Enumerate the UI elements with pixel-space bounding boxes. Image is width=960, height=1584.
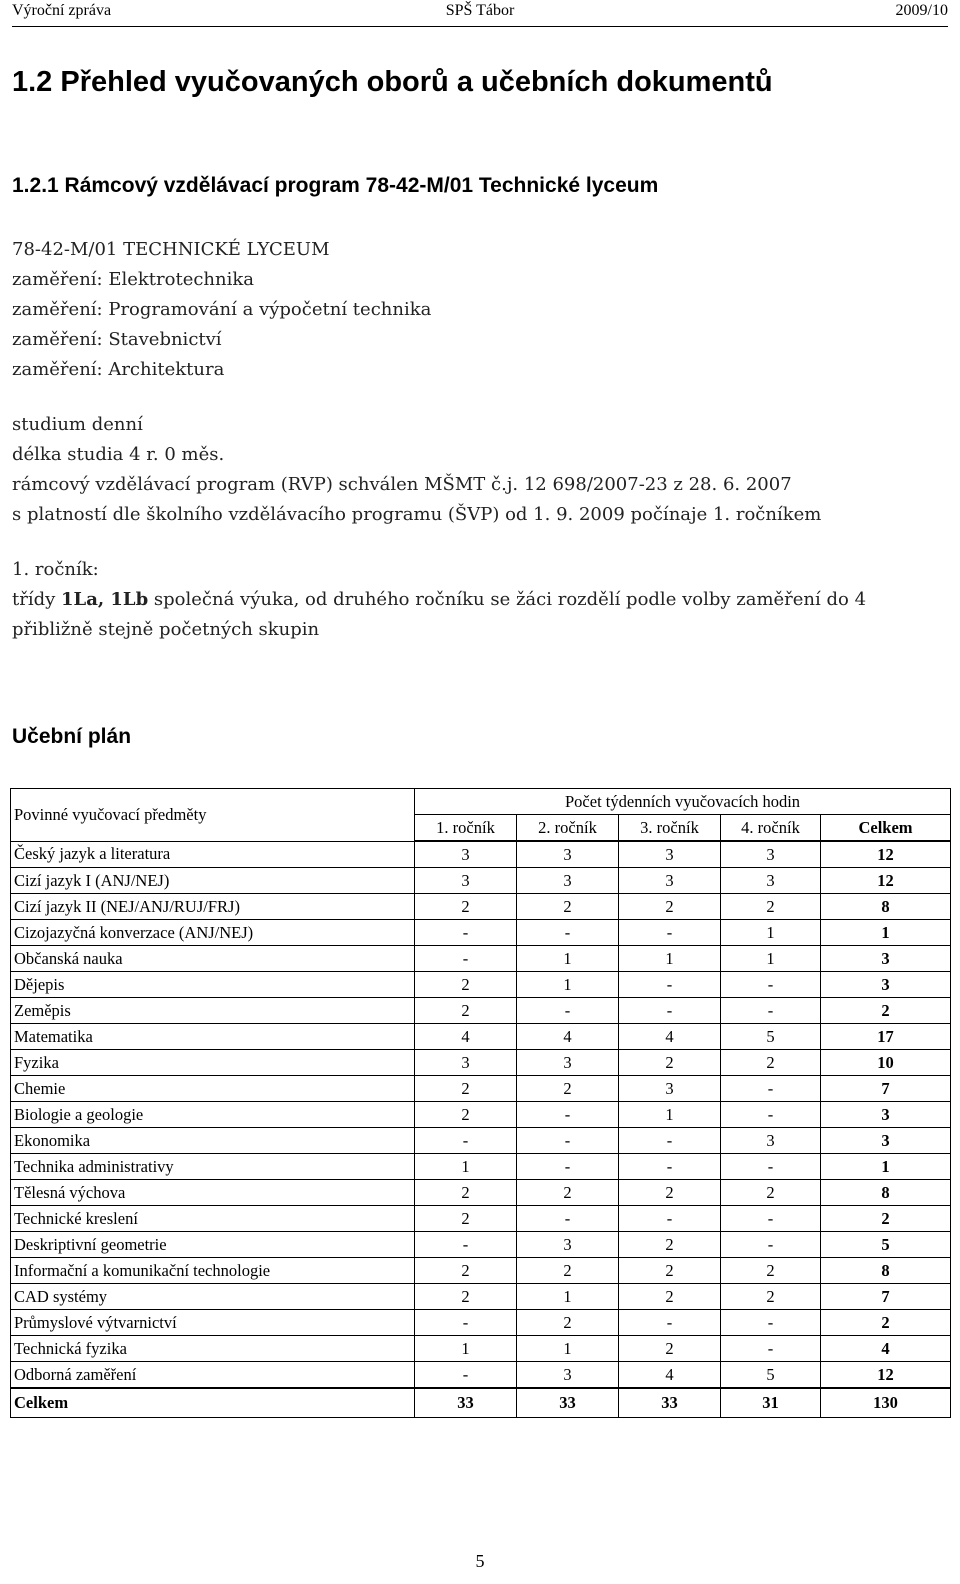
total-row <box>11 1388 951 1418</box>
hours-cell: 2 <box>619 1284 721 1310</box>
hours-cell: 1 <box>619 946 721 972</box>
subject-cell: Cizí jazyk I (ANJ/NEJ) <box>11 868 415 894</box>
hours-cell: - <box>619 1310 721 1336</box>
hours-cell: 3 <box>415 841 517 868</box>
hours-cell: 1 <box>619 1102 721 1128</box>
hours-cell: 3 <box>619 868 721 894</box>
row-total-cell: 17 <box>821 1024 951 1050</box>
hours-cell: 1 <box>517 972 619 998</box>
row-total-cell: 3 <box>821 946 951 972</box>
row-total-cell: 12 <box>821 868 951 894</box>
table-row <box>11 1336 951 1362</box>
subject-cell: Technické kreslení <box>11 1206 415 1232</box>
hours-cell: 2 <box>415 972 517 998</box>
row-total-cell: 12 <box>821 841 951 868</box>
table-row <box>11 1284 951 1310</box>
hours-cell: 1 <box>517 1284 619 1310</box>
hours-cell: 2 <box>415 998 517 1024</box>
total-hours-cell: 33 <box>619 1388 721 1418</box>
total-hours-cell: 31 <box>721 1388 821 1418</box>
hours-cell: - <box>415 1128 517 1154</box>
row-total-cell: 1 <box>821 920 951 946</box>
program-line: 78-42-M/01 TECHNICKÉ LYCEUM <box>12 239 330 260</box>
row-total-cell: 8 <box>821 894 951 920</box>
subject-cell: Tělesná výchova <box>11 1180 415 1206</box>
row-total-cell: 12 <box>821 1362 951 1389</box>
first-year-info <box>12 555 952 645</box>
hours-cell: - <box>415 1362 517 1389</box>
subject-cell: Biologie a geologie <box>11 1102 415 1128</box>
section-title: 1.2 Přehled vyučovaných oborů a učebních dokumentů <box>12 66 773 98</box>
hours-cell: 5 <box>721 1362 821 1389</box>
subject-cell: Odborná zaměření <box>11 1362 415 1389</box>
row-total-cell: 2 <box>821 998 951 1024</box>
hours-cell: 2 <box>721 1284 821 1310</box>
hours-cell: 2 <box>517 894 619 920</box>
year-column-header: 4. ročník <box>721 815 821 842</box>
hours-cell: 1 <box>415 1336 517 1362</box>
hours-cell: 2 <box>415 1076 517 1102</box>
hours-cell: 2 <box>415 1258 517 1284</box>
hours-cell: 2 <box>517 1310 619 1336</box>
subject-cell: Zeměpis <box>11 998 415 1024</box>
hours-cell: 2 <box>619 894 721 920</box>
hours-cell: - <box>721 998 821 1024</box>
hours-cell: 3 <box>517 868 619 894</box>
hours-cell: 3 <box>517 841 619 868</box>
hours-cell: 2 <box>517 1180 619 1206</box>
hours-cell: - <box>517 1128 619 1154</box>
hours-cell: 2 <box>517 1076 619 1102</box>
table-row <box>11 841 951 868</box>
subject-cell: Chemie <box>11 1076 415 1102</box>
hours-cell: 2 <box>619 1232 721 1258</box>
hours-cell: - <box>721 1336 821 1362</box>
header-right-text: 2009/10 <box>895 2 948 19</box>
classes-description: společná výuka, od druhého ročníku se žáci rozdělí podle volby zaměření do 4 přibližně stejně početných skupin <box>12 589 867 640</box>
hours-cell: - <box>721 1102 821 1128</box>
hours-cell: 3 <box>619 1076 721 1102</box>
hours-cell: - <box>619 920 721 946</box>
hours-cell: 2 <box>415 1102 517 1128</box>
hours-cell: 2 <box>415 894 517 920</box>
program-info <box>12 235 431 385</box>
page-header <box>12 2 948 27</box>
table-row <box>11 868 951 894</box>
total-hours-cell: 33 <box>415 1388 517 1418</box>
table-row <box>11 1128 951 1154</box>
header-center-text: SPŠ Tábor <box>445 2 515 19</box>
hours-cell: 2 <box>415 1206 517 1232</box>
subsection-title: 1.2.1 Rámcový vzdělávací program 78-42-M/01 Technické lyceum <box>12 174 659 197</box>
subject-cell: Informační a komunikační technologie <box>11 1258 415 1284</box>
page-number: 5 <box>475 1551 485 1571</box>
hours-cell: 2 <box>619 1258 721 1284</box>
hours-cell: 2 <box>721 1258 821 1284</box>
subject-cell: Technika administrativy <box>11 1154 415 1180</box>
year-column-header: 2. ročník <box>517 815 619 842</box>
hours-cell: 4 <box>415 1024 517 1050</box>
table-row <box>11 998 951 1024</box>
table-row <box>11 920 951 946</box>
study-line: studium denní <box>12 414 143 435</box>
table-row <box>11 1362 951 1389</box>
table-row <box>11 1180 951 1206</box>
hours-cell: - <box>721 1076 821 1102</box>
hours-cell: 1 <box>517 946 619 972</box>
header-left-text: Výroční zpráva <box>12 2 112 19</box>
row-total-cell: 3 <box>821 972 951 998</box>
hours-cell: - <box>517 1206 619 1232</box>
hours-cell: 1 <box>721 920 821 946</box>
table-row <box>11 1310 951 1336</box>
row-total-cell: 4 <box>821 1336 951 1362</box>
hours-cell: - <box>415 1232 517 1258</box>
study-line: rámcový vzdělávací program (RVP) schválen MŠMT č.j. 12 698/2007-23 z 28. 6. 2007 <box>12 474 792 495</box>
hours-cell: 3 <box>415 868 517 894</box>
hours-cell: 3 <box>517 1232 619 1258</box>
hours-cell: 4 <box>517 1024 619 1050</box>
subject-cell: CAD systémy <box>11 1284 415 1310</box>
hours-cell: 3 <box>721 841 821 868</box>
row-total-cell: 8 <box>821 1258 951 1284</box>
program-line: zaměření: Stavebnictví <box>12 329 222 350</box>
table-row <box>11 972 951 998</box>
program-line: zaměření: Architektura <box>12 359 225 380</box>
table-row <box>11 1024 951 1050</box>
table-row <box>11 1050 951 1076</box>
row-total-cell: 1 <box>821 1154 951 1180</box>
hours-cell: - <box>721 1310 821 1336</box>
subject-cell: Ekonomika <box>11 1128 415 1154</box>
hours-cell: - <box>517 998 619 1024</box>
table-row <box>11 946 951 972</box>
row-total-cell: 3 <box>821 1128 951 1154</box>
row-total-cell: 2 <box>821 1310 951 1336</box>
table-row <box>11 1102 951 1128</box>
hours-cell: 3 <box>721 1128 821 1154</box>
row-total-cell: 2 <box>821 1206 951 1232</box>
hours-cell: 3 <box>517 1362 619 1389</box>
table-row <box>11 1206 951 1232</box>
hours-cell: - <box>619 1206 721 1232</box>
program-line: zaměření: Programování a výpočetní technika <box>12 299 432 320</box>
row-total-cell: 10 <box>821 1050 951 1076</box>
classes-prefix: třídy <box>12 589 62 610</box>
hours-cell: - <box>415 920 517 946</box>
table-row <box>11 1258 951 1284</box>
row-total-cell: 3 <box>821 1102 951 1128</box>
hours-cell: - <box>619 1128 721 1154</box>
subject-cell: Český jazyk a literatura <box>11 841 415 868</box>
hours-cell: 2 <box>619 1050 721 1076</box>
year-column-header: 1. ročník <box>415 815 517 842</box>
plan-title: Učební plán <box>12 725 132 748</box>
study-line: délka studia 4 r. 0 měs. <box>12 444 225 465</box>
grand-total-cell: 130 <box>821 1388 951 1418</box>
hours-cell: 3 <box>619 841 721 868</box>
subject-column-header: Povinné vyučovací předměty <box>11 789 415 842</box>
table-row <box>11 894 951 920</box>
program-line: zaměření: Elektrotechnika <box>12 269 255 290</box>
total-hours-cell: 33 <box>517 1388 619 1418</box>
hours-cell: - <box>721 972 821 998</box>
classes-note <box>12 585 952 645</box>
row-total-cell: 7 <box>821 1284 951 1310</box>
year-column-header: 3. ročník <box>619 815 721 842</box>
subject-cell: Fyzika <box>11 1050 415 1076</box>
hours-cell: 1 <box>517 1336 619 1362</box>
hours-cell: 5 <box>721 1024 821 1050</box>
hours-cell: - <box>619 998 721 1024</box>
first-year-label: 1. ročník: <box>12 559 99 580</box>
curriculum-table <box>10 788 951 1418</box>
hours-cell: - <box>721 1154 821 1180</box>
hours-cell: - <box>619 1154 721 1180</box>
hours-cell: - <box>721 1232 821 1258</box>
hours-cell: - <box>415 946 517 972</box>
hours-cell: 2 <box>619 1336 721 1362</box>
row-total-cell: 5 <box>821 1232 951 1258</box>
table-row <box>11 1076 951 1102</box>
total-label-cell: Celkem <box>11 1388 415 1418</box>
table-row <box>11 1154 951 1180</box>
hours-cell: - <box>415 1310 517 1336</box>
table-row <box>11 1232 951 1258</box>
subject-cell: Deskriptivní geometrie <box>11 1232 415 1258</box>
hours-cell: 2 <box>415 1284 517 1310</box>
row-total-cell: 8 <box>821 1180 951 1206</box>
curriculum-table-body <box>11 841 951 1418</box>
subject-cell: Cizojazyčná konverzace (ANJ/NEJ) <box>11 920 415 946</box>
study-line: s platností dle školního vzdělávacího programu (ŠVP) od 1. 9. 2009 počínaje 1. ročníkem <box>12 504 822 525</box>
hours-cell: - <box>517 920 619 946</box>
hours-cell: 2 <box>721 894 821 920</box>
subject-cell: Matematika <box>11 1024 415 1050</box>
hours-cell: 3 <box>415 1050 517 1076</box>
subject-cell: Dějepis <box>11 972 415 998</box>
hours-group-header: Počet týdenních vyučovacích hodin <box>415 789 951 815</box>
hours-cell: - <box>619 972 721 998</box>
subject-cell: Technická fyzika <box>11 1336 415 1362</box>
hours-cell: 1 <box>415 1154 517 1180</box>
hours-cell: 2 <box>619 1180 721 1206</box>
hours-cell: - <box>517 1154 619 1180</box>
subject-cell: Cizí jazyk II (NEJ/ANJ/RUJ/FRJ) <box>11 894 415 920</box>
hours-cell: 3 <box>721 868 821 894</box>
study-info <box>12 410 821 530</box>
hours-cell: 1 <box>721 946 821 972</box>
total-column-header: Celkem <box>821 815 951 842</box>
subject-cell: Občanská nauka <box>11 946 415 972</box>
subject-cell: Průmyslové výtvarnictví <box>11 1310 415 1336</box>
hours-cell: 2 <box>721 1180 821 1206</box>
hours-cell: 2 <box>721 1050 821 1076</box>
classes-names: 1La, 1Lb <box>61 589 149 610</box>
hours-cell: 3 <box>517 1050 619 1076</box>
hours-cell: 2 <box>517 1258 619 1284</box>
hours-cell: - <box>517 1102 619 1128</box>
hours-cell: 4 <box>619 1024 721 1050</box>
hours-cell: - <box>721 1206 821 1232</box>
row-total-cell: 7 <box>821 1076 951 1102</box>
hours-cell: 4 <box>619 1362 721 1389</box>
hours-cell: 2 <box>415 1180 517 1206</box>
